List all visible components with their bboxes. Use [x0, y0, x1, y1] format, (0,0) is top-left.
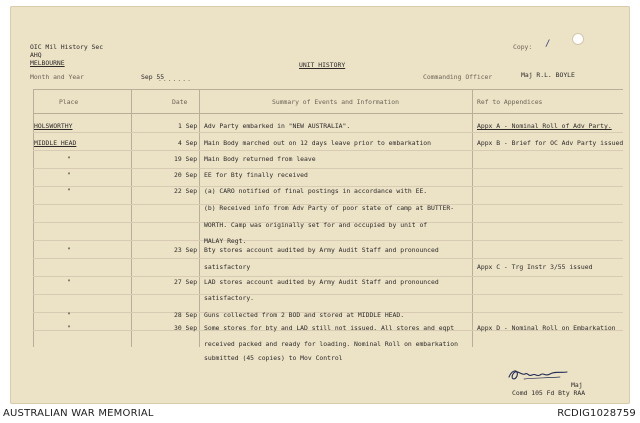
commanding-officer-value: Maj R.L. BOYLE [521, 71, 575, 79]
row-date: 23 Sep [174, 246, 198, 254]
table-header-border [33, 113, 623, 114]
month-year-dots: ....... [158, 75, 192, 83]
column-divider-summary-ref [472, 89, 473, 347]
row-reference: Appx B - Brief for OC Adv Party issued [477, 139, 624, 147]
row-summary: (b) Received info from Adv Party of poor state of camp at BUTTER- [204, 204, 455, 212]
row-summary: LAD stores account audited by Army Audit Staff and pronounced [204, 278, 439, 286]
rule-line [33, 258, 623, 259]
rule-line [33, 168, 623, 169]
row-place: " [67, 187, 71, 195]
row-reference: Appx C - Trg Instr 3/55 issued [477, 263, 593, 271]
row-summary: received packed and ready for loading. Nominal Roll on embarkation [204, 340, 458, 348]
row-date: 28 Sep [174, 311, 198, 319]
row-date: 27 Sep [174, 278, 198, 286]
month-year-label: Month and Year [30, 73, 84, 81]
row-summary: Some stores for bty and LAD still not issued. All stores and eqpt [204, 324, 455, 332]
unit-name-line-3: MELBOURNE [30, 59, 65, 67]
row-date: 19 Sep [174, 155, 198, 163]
column-divider-place-date [131, 89, 132, 347]
row-summary: Main Body marched out on 12 days leave prior to embarkation [204, 139, 432, 147]
rule-line [33, 132, 623, 133]
row-date: 1 Sep [178, 122, 198, 130]
copy-label: Copy: [513, 43, 533, 51]
signature-appointment: Comd 105 Fd Bty RAA [512, 389, 586, 397]
column-header-summary: Summary of Events and Information [272, 98, 399, 106]
month-year-value: Sep 55 [141, 73, 165, 81]
row-place: " [67, 311, 71, 319]
row-summary: MALAY Regt. [204, 237, 247, 245]
row-summary: submitted (45 copies) to Mov Control [204, 354, 343, 362]
rule-line [33, 240, 623, 241]
row-reference: Appx A - Nominal Roll of Adv Party. [477, 122, 612, 130]
row-date: 4 Sep [178, 139, 198, 147]
row-place: " [67, 171, 71, 179]
punch-hole [572, 33, 584, 45]
row-summary: satisfactory. [204, 294, 255, 302]
row-reference: Appx D - Nominal Roll on Embarkation [477, 324, 616, 332]
rule-line [33, 294, 623, 295]
row-place: " [67, 324, 71, 332]
row-summary: satisfactory [204, 263, 251, 271]
row-summary: Bty stores account audited by Army Audit Staff and pronounced [204, 246, 439, 254]
row-place: HOLSWORTHY [34, 122, 73, 130]
unit-name-line-2: AHQ [30, 51, 42, 59]
row-place: " [67, 278, 71, 286]
copy-value: / [545, 39, 551, 49]
column-divider-date-summary [199, 89, 200, 347]
rule-line [33, 276, 623, 277]
row-date: 20 Sep [174, 171, 198, 179]
row-summary: Adv Party embarked in "NEW AUSTRALIA". [204, 122, 351, 130]
form-title: UNIT HISTORY [299, 61, 346, 69]
footer-bar [0, 405, 640, 423]
row-place: MIDDLE HEAD [34, 139, 77, 147]
rule-line [33, 150, 623, 151]
row-place: " [67, 246, 71, 254]
row-summary: EE for Bty finally received [204, 171, 308, 179]
signature-rank: Maj [571, 381, 583, 389]
commanding-officer-label: Commanding Officer [423, 73, 493, 81]
footer-institution: AUSTRALIAN WAR MEMORIAL [3, 408, 154, 419]
row-summary: Main Body returned from leave [204, 155, 316, 163]
footer-record-id: RCDIG1028759 [557, 408, 636, 419]
column-header-date: Date [172, 98, 188, 106]
row-date: 30 Sep [174, 324, 198, 332]
row-date: 22 Sep [174, 187, 198, 195]
row-summary: Guns collected from 2 BOD and stored at MIDDLE HEAD. [204, 311, 405, 319]
column-header-reference: Ref to Appendices [477, 98, 543, 106]
row-summary: WORTH. Camp was originally set for and occupied by unit of [204, 221, 428, 229]
table-top-border [33, 89, 623, 90]
unit-name-line-1: OIC Mil History Sec [30, 43, 104, 51]
row-summary: (a) CARO notified of final postings in accordance with EE. [204, 187, 428, 195]
column-header-place: Place [59, 98, 79, 106]
handwritten-signature [506, 364, 572, 384]
row-place: " [67, 155, 71, 163]
